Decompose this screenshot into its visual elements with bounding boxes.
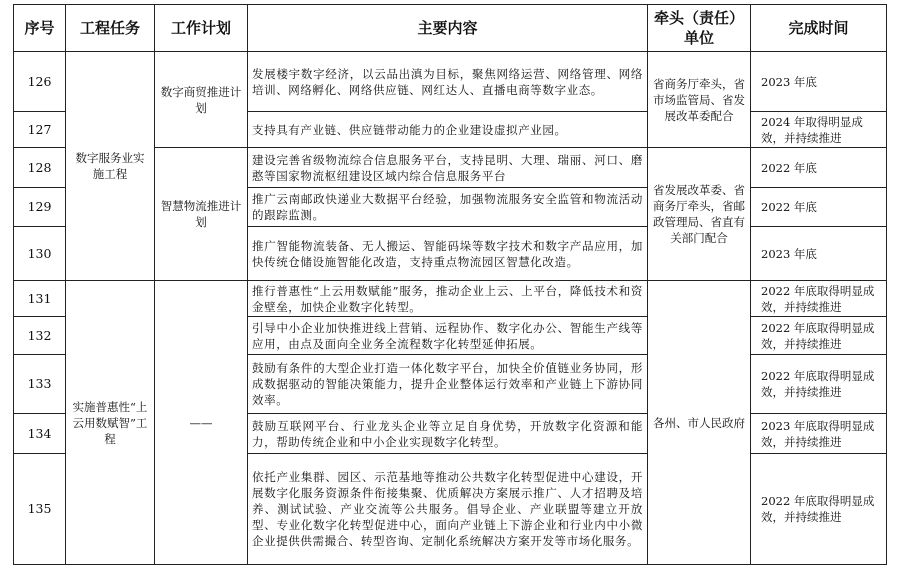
row-num: 131 [14, 281, 66, 317]
header-lead [648, 5, 751, 52]
time-cell: 2024 年取得明显成效，并持续推进 [751, 112, 887, 148]
row-num: 134 [14, 414, 66, 454]
header-lead-line1: 牵头（责任） [653, 9, 744, 27]
row-num: 135 [14, 454, 66, 565]
time-cell: 2022 年底取得明显成效，并持续推进 [751, 281, 887, 317]
plan-cell: —— [155, 281, 248, 565]
content-cell: 鼓励有条件的大型企业打造一体化数字平台，加快全价值链业务协同，形成数据驱动的智能决策能力，提升企业整体运行效率和产业链上下游协同效率。 [248, 355, 648, 414]
task-cell: 数字服务业实施工程 [66, 52, 155, 281]
task-table [13, 4, 887, 565]
row-num: 129 [14, 188, 66, 227]
header-num: 序号 [14, 5, 66, 52]
content-cell: 推行普惠性“上云用数赋能”服务，推动企业上云、上平台，降低技术和资金壁垒，加快企业数字化转型。 [248, 281, 648, 317]
lead-cell: 省商务厅牵头，省市场监管局、省发展改革委配合 [648, 52, 751, 148]
time-cell: 2022 年底取得明显成效，并持续推进 [751, 454, 887, 565]
time-cell: 2023 年底取得明显成效，并持续推进 [751, 414, 887, 454]
row-num: 126 [14, 52, 66, 112]
content-cell: 推广云南邮政快递业大数据平台经验，加强物流服务安全监管和物流活动的跟踪监测。 [248, 188, 648, 227]
content-cell: 引导中小企业加快推进线上营销、远程协作、数字化办公、智能生产线等应用，由点及面向全业务全流程数字化转型延伸拓展。 [248, 317, 648, 355]
time-cell: 2023 年底 [751, 52, 887, 112]
content-cell: 鼓励互联网平台、行业龙头企业等立足自身优势，开放数字化资源和能力，帮助传统企业和中小企业实现数字化转型。 [248, 414, 648, 454]
task-cell: 实施普惠性“上云用数赋智”工程 [66, 281, 155, 565]
time-cell: 2023 年底 [751, 227, 887, 281]
row-num: 132 [14, 317, 66, 355]
table-row [14, 52, 887, 112]
lead-cell: 省发展改革委、省商务厅牵头，省邮政管理局、省直有关部门配合 [648, 148, 751, 281]
content-cell: 支持具有产业链、供应链带动能力的企业建设虚拟产业园。 [248, 112, 648, 148]
header-lead-line2: 单位 [683, 29, 714, 47]
header-plan: 工作计划 [155, 5, 248, 52]
header-content: 主要内容 [248, 5, 648, 52]
content-cell: 建设完善省级物流综合信息服务平台，支持昆明、大理、瑞丽、河口、磨憨等国家物流枢纽建设区域内综合信息服务平台 [248, 148, 648, 188]
header-task: 工程任务 [66, 5, 155, 52]
row-num: 130 [14, 227, 66, 281]
time-cell: 2022 年底取得明显成效，并持续推进 [751, 317, 887, 355]
content-cell: 推广智能物流装备、无人搬运、智能码垛等数字技术和数字产品应用，加快传统仓储设施智能化改造，支持重点物流园区智慧化改造。 [248, 227, 648, 281]
content-cell: 发展楼宇数字经济，以云品出滇为目标，聚焦网络运营、网络管理、网络培训、网络孵化、网络供应链、网红达人、直播电商等数字业态。 [248, 52, 648, 112]
time-cell: 2022 年底取得明显成效，并持续推进 [751, 355, 887, 414]
time-cell: 2022 年底 [751, 148, 887, 188]
row-num: 128 [14, 148, 66, 188]
content-cell: 依托产业集群、园区、示范基地等推动公共数字化转型促进中心建设，开展数字化服务资源条件衔接集聚、优质解决方案展示推广、人才招聘及培养、测试试验、产业交流等公共服务。倡导企业、产业联盟等建立开放型、专业化数字化转型促进中心，面向产业链上下游企业和行业内中小微企业提供供需撮合、转型咨询、定制化系统解决方案开发等市场化服务。 [248, 454, 648, 565]
plan-cell: 智慧物流推进计划 [155, 148, 248, 281]
table-row [14, 281, 887, 317]
row-num: 127 [14, 112, 66, 148]
row-num: 133 [14, 355, 66, 414]
header-time: 完成时间 [751, 5, 887, 52]
plan-cell: 数字商贸推进计划 [155, 52, 248, 148]
header-row [14, 5, 887, 52]
time-cell: 2022 年底 [751, 188, 887, 227]
lead-cell: 各州、市人民政府 [648, 281, 751, 565]
